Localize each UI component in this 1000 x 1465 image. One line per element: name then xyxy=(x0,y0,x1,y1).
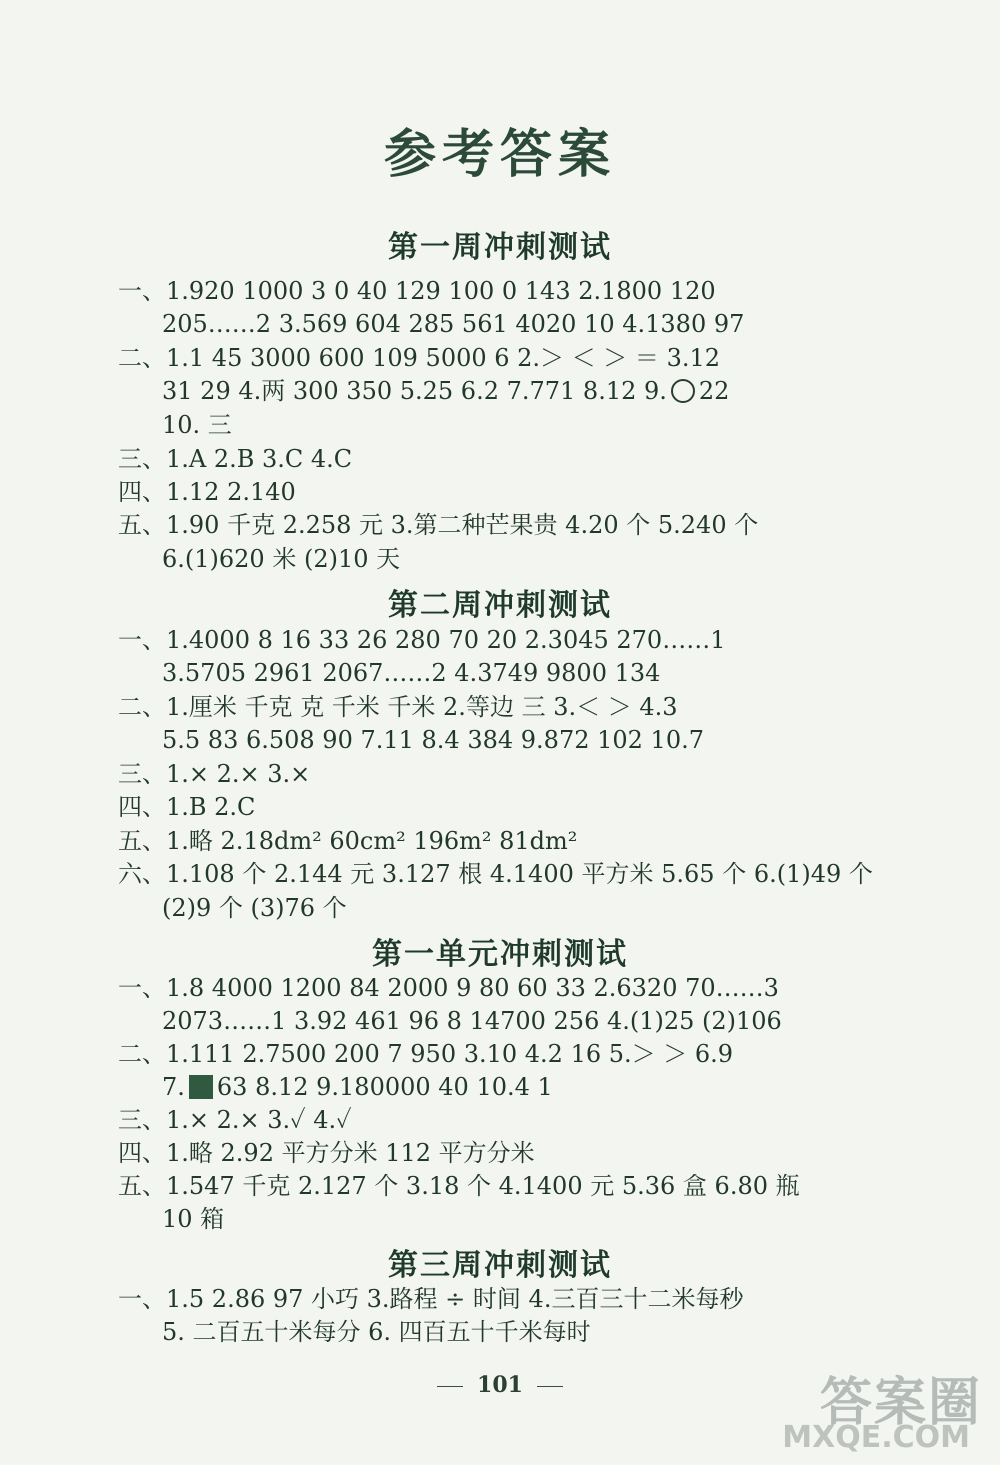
filled-square-icon xyxy=(189,1075,213,1099)
divider xyxy=(537,1386,563,1387)
answer-line: 5.5 83 6.508 90 7.11 8.4 384 9.872 102 10.7 xyxy=(162,726,704,754)
page-number-text: 101 xyxy=(477,1372,523,1398)
answer-line: 5. 二百五十米每分 6. 四百五十千米每时 xyxy=(162,1318,591,1346)
answer-line: 三、1.× 2.× 3.✓ 4.✓ xyxy=(118,1106,352,1134)
answer-line: 三、1.A 2.B 3.C 4.C xyxy=(118,445,353,473)
section-heading-4: 第三周冲刺测试 xyxy=(388,1248,612,1283)
answer-line: 一、1.920 1000 3 0 40 129 100 0 143 2.1800 120 xyxy=(118,277,716,305)
answer-line: 3.5705 2961 2067……2 4.3749 9800 134 xyxy=(162,659,661,687)
answer-line: 四、1.12 2.140 xyxy=(118,478,296,506)
answer-text: 7. xyxy=(162,1073,185,1101)
page-title: 参考答案 xyxy=(383,124,616,185)
answer-text: 63 8.12 9.180000 40 10.4 1 xyxy=(216,1073,553,1101)
answer-line: 10. 三 xyxy=(162,411,232,439)
watermark-url: MXQE.COM xyxy=(782,1420,970,1455)
answer-line: 一、1.8 4000 1200 84 2000 9 80 60 33 2.6320 70……3 xyxy=(118,974,779,1002)
answer-line: 六、1.108 个 2.144 元 3.127 根 4.1400 平方米 5.65 个 6.(1)49 个 xyxy=(118,860,873,888)
answer-line: 五、1.90 千克 2.258 元 3.第二种芒果贵 4.20 个 5.240 个 xyxy=(118,511,759,539)
answer-text: 22 xyxy=(698,377,730,405)
answer-line: 一、1.4000 8 16 33 26 280 70 20 2.3045 270……1 xyxy=(118,626,726,654)
answer-line: 四、1.略 2.92 平方分米 112 平方分米 xyxy=(118,1139,535,1167)
answer-line: 二、1.111 2.7500 200 7 950 3.10 4.2 16 5.＞ ＞ 6.9 xyxy=(118,1040,734,1068)
answer-line: (2)9 个 (3)76 个 xyxy=(162,894,347,922)
circle-symbol-icon xyxy=(671,379,695,403)
answer-line xyxy=(162,374,729,408)
answer-line: 五、1.略 2.18dm² 60cm² 196m² 81dm² xyxy=(118,827,578,855)
answer-line: 2073……1 3.92 461 96 8 14700 256 4.(1)25 (2)106 xyxy=(162,1007,782,1035)
answer-line: 五、1.547 千克 2.127 个 3.18 个 4.1400 元 5.36 盒 6.80 瓶 xyxy=(118,1172,800,1200)
section-heading-3: 第一单元冲刺测试 xyxy=(372,937,628,972)
answer-line: 三、1.× 2.× 3.× xyxy=(118,760,311,788)
answer-line: 四、1.B 2.C xyxy=(118,793,256,821)
answer-line: 205……2 3.569 604 285 561 4020 10 4.1380 97 xyxy=(162,310,745,338)
answer-line xyxy=(162,1070,553,1104)
answer-text: 31 29 4.两 300 350 5.25 6.2 7.771 8.12 9. xyxy=(162,377,667,405)
divider xyxy=(437,1386,463,1387)
answer-line: 6.(1)620 米 (2)10 天 xyxy=(162,545,401,573)
answer-line: 二、1.厘米 千克 克 千米 千米 2.等边 三 3.＜ ＞ 4.3 xyxy=(118,693,678,721)
answer-line: 二、1.1 45 3000 600 109 5000 6 2.＞ ＜ ＞ ＝ 3.12 xyxy=(118,344,721,372)
watermark-logo: 答案圈 xyxy=(819,1372,982,1433)
section-heading-1: 第一周冲刺测试 xyxy=(388,230,612,265)
section-heading-2: 第二周冲刺测试 xyxy=(388,588,612,623)
answer-line: 一、1.5 2.86 97 小巧 3.路程 ÷ 时间 4.三百三十二米每秒 xyxy=(118,1285,744,1313)
answer-line: 10 箱 xyxy=(162,1205,225,1233)
